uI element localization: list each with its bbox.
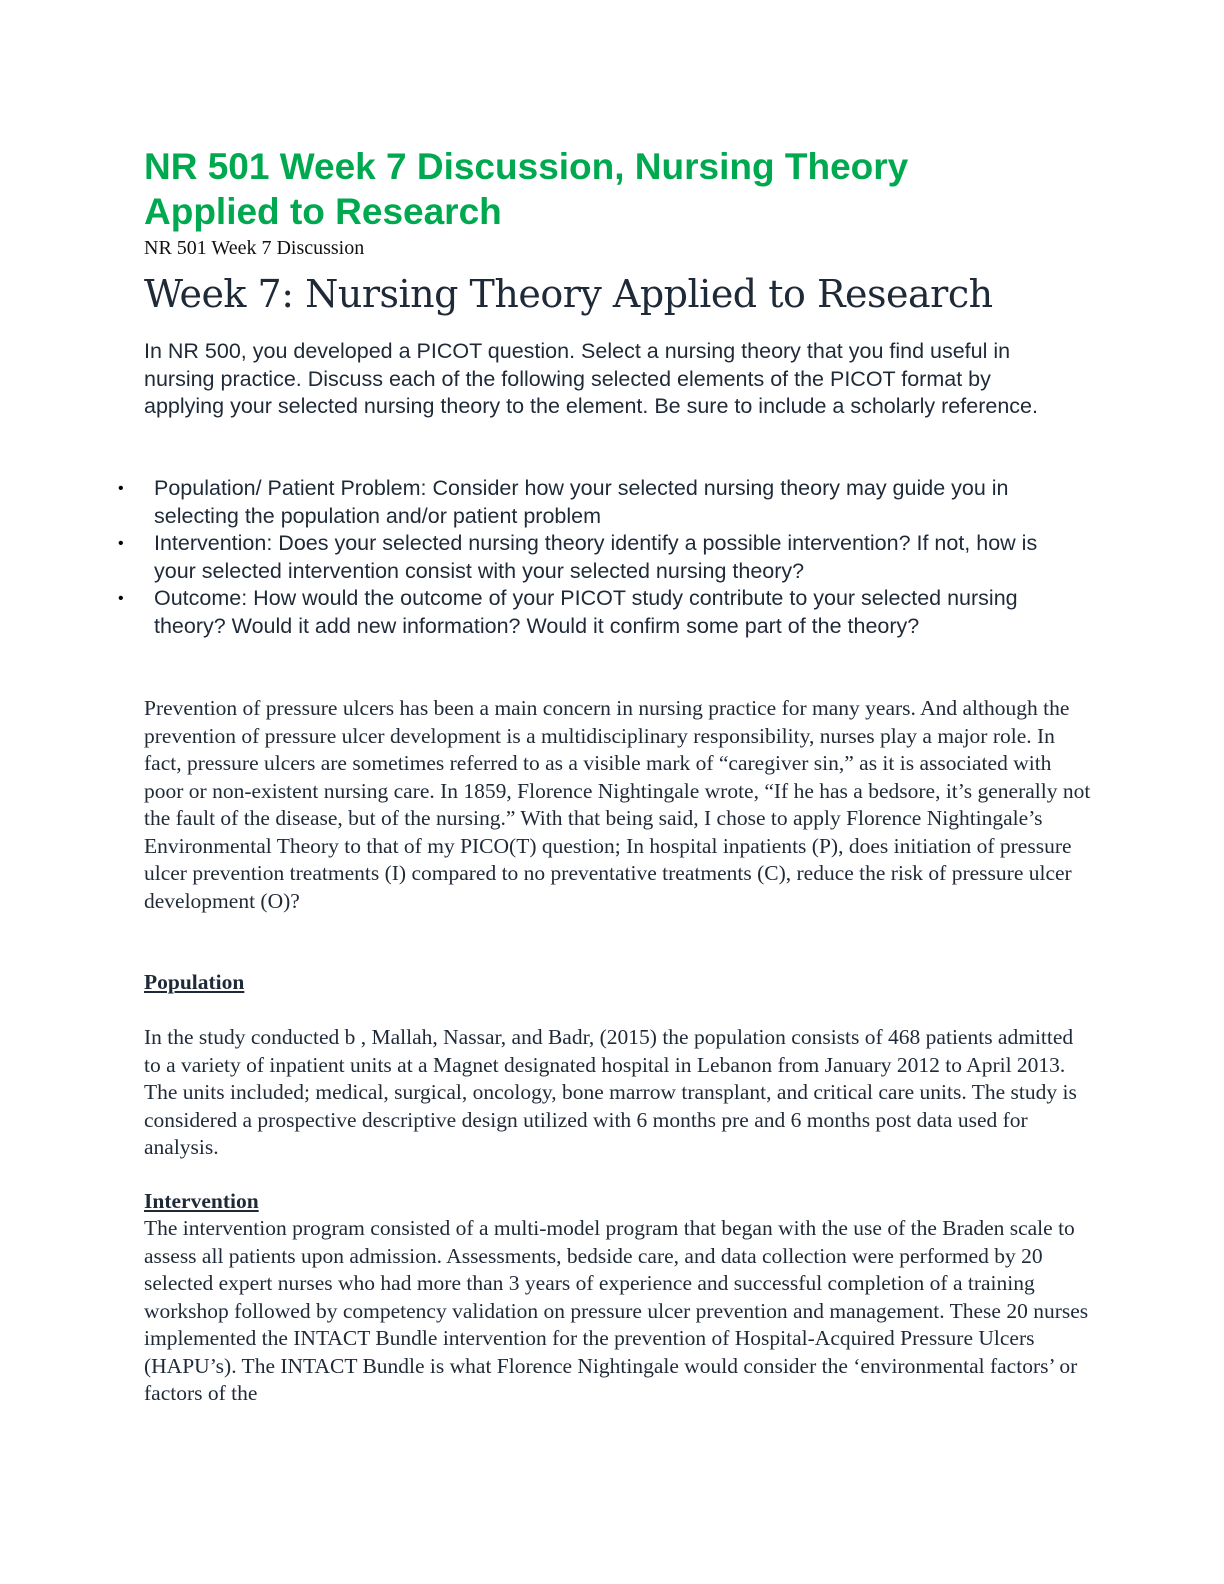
bullet-text: Intervention: Does your selected nursing theory identify a possible intervention? If not, how is your selected intervention consist with your selected nursing theory?	[154, 531, 1038, 583]
population-heading: Population	[144, 970, 245, 994]
week-heading: Week 7: Nursing Theory Applied to Research	[144, 272, 993, 316]
bullet-text: Population/ Patient Problem: Consider how your selected nursing theory may guide you in selecting the population and/or patient problem	[154, 476, 1009, 528]
intervention-paragraph: The intervention program consisted of a multi-model program that began with the use of the Braden scale to assess all patients upon admission. Assessments, bedside care, and data collection were performed by 20 selected expert nurses who had more than 3 years of experience and successful completion of a training workshop followed by competency validation on pressure ulcer prevention and management. These 20 nurses implemented the INTACT Bundle intervention for the prevention of Hospital-Acquired Pressure Ulcers (HAPU’s). The INTACT Bundle is what Florence Nightingale would consider the ‘environmental factors’ or factors of the	[144, 1216, 1089, 1405]
bullet-item-outcome	[112, 585, 1072, 640]
intro-paragraph: Prevention of pressure ulcers has been a main concern in nursing practice for many years. And although the prevention of pressure ulcer development is a multidisciplinary responsibility, nurses play a major role. In fact, pressure ulcers are sometimes referred to as a visible mark of “caregiver sin,” as it is associated with poor or non-existent nursing care. In 1859, Florence Nightingale wrote, “If he has a bedsore, it’s generally not the fault of the disease, but of the nursing.” With that being said, I chose to apply Florence Nightingale’s Environmental Theory to that of my PICO(T) question; In hospital inpatients (P), does initiation of pressure ulcer prevention treatments (I) compared to no preventative treatments (C), reduce the risk of pressure ulcer development (O)?	[144, 696, 1091, 913]
population-paragraph: In the study conducted b , Mallah, Nassar, and Badr, (2015) the population consists of 468 patients admitted to a variety of inpatient units at a Magnet designated hospital in Lebanon from January 2012 to April 2013. The units included; medical, surgical, oncology, bone marrow transplant, and critical care units. The study is considered a prospective descriptive design utilized with 6 months pre and 6 months post data used for analysis.	[144, 1025, 1077, 1159]
bullet-icon: •	[118, 590, 124, 607]
bullet-icon: •	[118, 535, 124, 552]
bullet-item-population	[112, 475, 1072, 530]
intervention-heading: Intervention	[144, 1189, 259, 1213]
bullet-item-intervention	[112, 530, 1072, 585]
prompt-bullet-list	[112, 475, 1072, 640]
document-subtitle: NR 501 Week 7 Discussion	[144, 237, 365, 259]
document-title: NR 501 Week 7 Discussion, Nursing Theory Applied to Research	[144, 146, 909, 232]
bullet-text: Outcome: How would the outcome of your PICOT study contribute to your selected nursing theory? Would it add new information? Would it confirm some part of the theory?	[154, 586, 1018, 638]
assignment-prompt: In NR 500, you developed a PICOT question. Select a nursing theory that you find useful in nursing practice. Discuss each of the following selected elements of the PICOT format by applying your selected nursing theory to the element. Be sure to include a scholarly reference.	[144, 339, 1038, 418]
bullet-icon: •	[118, 480, 124, 497]
